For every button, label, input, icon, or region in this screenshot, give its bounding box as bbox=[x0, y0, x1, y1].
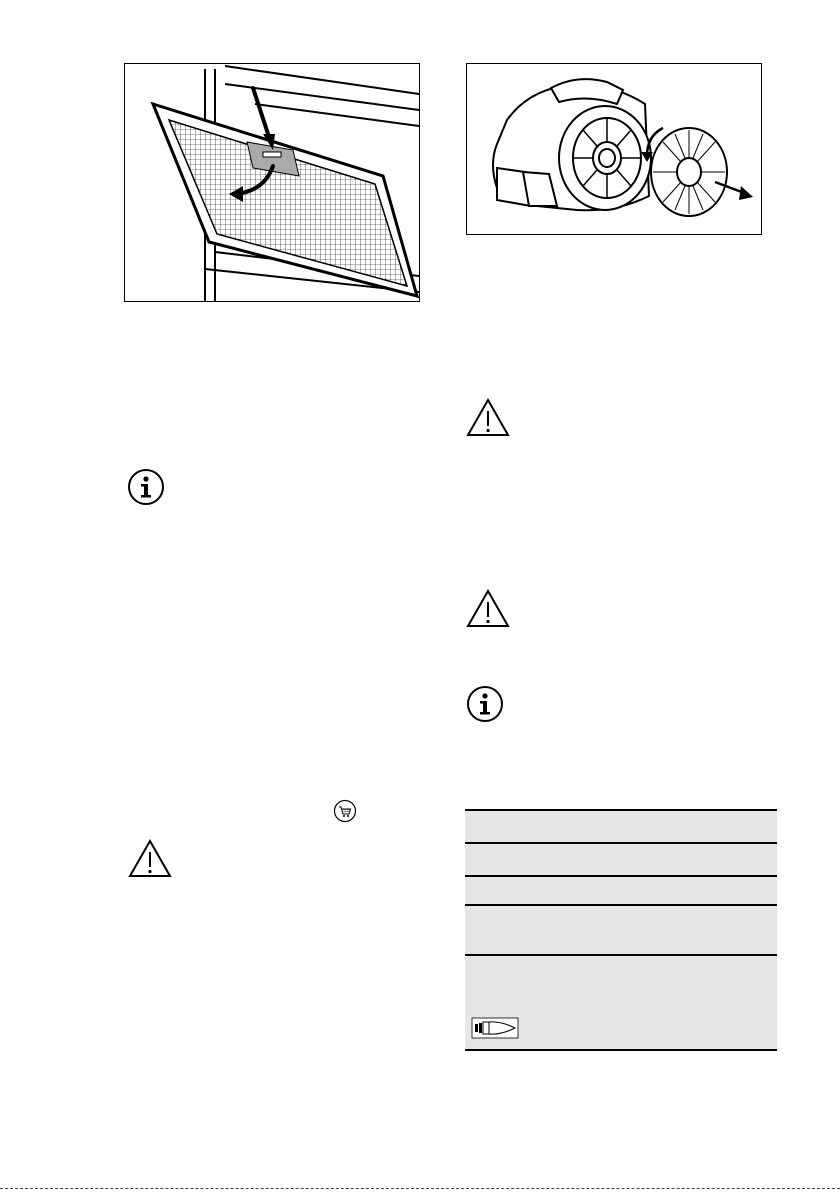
warning-triangle-icon bbox=[466, 588, 510, 628]
table-row bbox=[465, 875, 777, 904]
grease-filter-figure bbox=[124, 63, 420, 302]
motor-wheel bbox=[559, 106, 651, 210]
information-icon bbox=[466, 685, 504, 723]
table-row bbox=[465, 904, 777, 954]
warning-triangle-icon bbox=[128, 838, 172, 878]
grease-filter-illustration bbox=[125, 64, 419, 301]
table-row bbox=[465, 954, 777, 1051]
information-icon bbox=[127, 468, 165, 506]
warning-triangle-icon bbox=[466, 397, 510, 437]
candle-bulb-icon bbox=[471, 1017, 519, 1039]
page-edge-marks bbox=[0, 1188, 840, 1190]
carbon-filter-figure bbox=[466, 63, 762, 235]
table-row bbox=[465, 842, 777, 875]
specification-table bbox=[465, 809, 777, 1051]
shopping-cart-icon bbox=[333, 799, 357, 823]
carbon-filter bbox=[651, 128, 727, 216]
carbon-filter-illustration bbox=[467, 64, 761, 234]
table-row bbox=[465, 809, 777, 842]
